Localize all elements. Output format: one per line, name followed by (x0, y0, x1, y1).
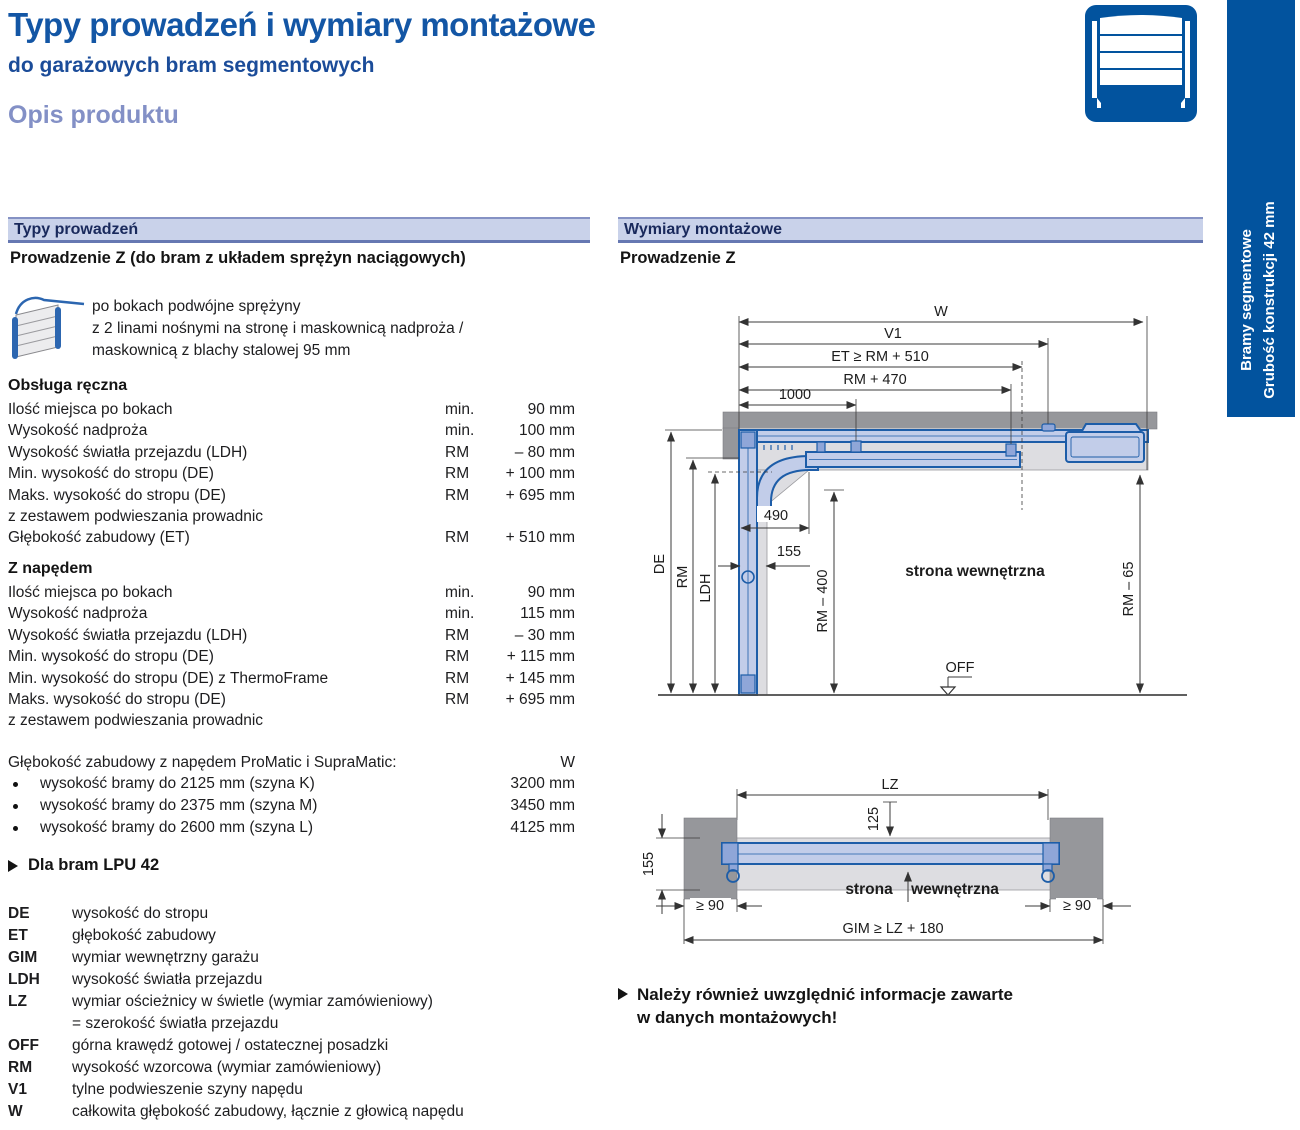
dim-ge90-left: ≥ 90 (695, 898, 725, 914)
track-right (1043, 843, 1059, 864)
legend-code (8, 1013, 72, 1035)
lpu-note (8, 856, 159, 875)
inner-label-a: strona (845, 881, 893, 898)
spec-ref: min. (445, 422, 475, 440)
legend-row (8, 1057, 464, 1079)
note-line1: Należy również uwzględnić informacje zawarte (637, 985, 1013, 1004)
list-item (8, 795, 575, 817)
dim-ldh: LDH (698, 573, 714, 603)
spec-ref: RM (445, 465, 470, 483)
spec-value: 90 mm (527, 584, 575, 601)
sectional-door-icon (1085, 5, 1197, 122)
spec-ref: RM (445, 648, 470, 666)
rail-hanger (817, 442, 825, 452)
left-section-header: Typy prowadzeń (8, 217, 590, 243)
triangle-bullet-icon (8, 860, 18, 872)
table-row (8, 603, 575, 624)
dim-rm470: RM + 470 (843, 372, 907, 388)
legend-row (8, 991, 464, 1013)
spec-ref: RM (445, 443, 470, 461)
dim-rm400: RM – 400 (815, 569, 831, 633)
legend-desc: górna krawędź gotowej / ostatecznej posadzki (72, 1037, 389, 1054)
spec-label: Maks. wysokość do stropu (DE) (8, 690, 226, 708)
boom-suspension (1042, 424, 1055, 431)
spec-value: – 80 mm (514, 443, 575, 461)
legend-code: OFF (8, 1037, 39, 1054)
powered-heading: Z napędem (8, 560, 93, 577)
side-tab-line2: Grubość konstrukcji 42 mm (1261, 201, 1278, 399)
side-view-drawing (645, 290, 1195, 705)
table-row (8, 710, 575, 731)
legend-code: LDH (8, 971, 40, 988)
legend-desc: całkowita głębokość zabudowy, łącznie z głowicą napędu (72, 1103, 464, 1120)
spring-assembly (741, 432, 755, 448)
dim-ge90-right: ≥ 90 (1062, 898, 1092, 914)
spec-label: Wysokość nadproża (8, 605, 148, 623)
legend-desc: tylne podwieszenie szyny napędu (72, 1081, 303, 1098)
spec-label: Wysokość światła przejazdu (LDH) (8, 443, 248, 461)
side-tab-line1: Bramy segmentowe (1238, 229, 1255, 371)
spec-ref: RM (445, 626, 470, 644)
spec-label: Wysokość nadproża (8, 422, 148, 440)
spec-value: 115 mm (520, 605, 575, 623)
right-section-header: Wymiary montażowe (618, 217, 1203, 243)
spec-ref: RM (445, 529, 470, 547)
legend-code: DE (8, 905, 30, 922)
spec-value: + 695 mm (505, 690, 575, 708)
table-row (8, 399, 575, 420)
depth-heading-row (8, 752, 575, 773)
manual-heading: Obsługa ręczna (8, 377, 128, 394)
page-subtitle: do garażowych bram segmentowych (8, 54, 375, 77)
table-row (8, 668, 575, 689)
spec-ref: RM (445, 690, 470, 708)
table-row (8, 420, 575, 441)
caption-line: maskownicą z blachy stalowej 95 mm (92, 342, 351, 359)
spec-value: 100 mm (519, 422, 575, 440)
legend-code: ET (8, 927, 28, 944)
bullet-icon (13, 782, 18, 787)
depth-value: 4125 mm (510, 819, 575, 837)
bottom-fitting (741, 675, 755, 693)
track-left (722, 843, 738, 864)
legend (8, 903, 464, 1123)
table-row (8, 463, 575, 484)
legend-code: LZ (8, 993, 27, 1010)
spec-label: Głębokość zabudowy (ET) (8, 529, 190, 547)
dim-rm65: RM – 65 (1121, 561, 1137, 617)
legend-row (8, 1101, 464, 1123)
table-row (8, 625, 575, 646)
dim-155-plan: 155 (641, 851, 657, 877)
list-item (8, 817, 575, 839)
depth-heading: Głębokość zabudowy z napędem ProMatic i SupraMatic: (8, 754, 397, 771)
spec-label: Wysokość światła przejazdu (LDH) (8, 626, 248, 644)
legend-code: V1 (8, 1081, 27, 1098)
dim-rm: RM (675, 565, 691, 589)
spec-label: Min. wysokość do stropu (DE) z ThermoFrame (8, 669, 329, 687)
spec-ref: min. (445, 605, 475, 623)
depth-label: wysokość bramy do 2375 mm (szyna M) (40, 797, 318, 815)
table-row (8, 527, 575, 548)
depth-label: wysokość bramy do 2125 mm (szyna K) (40, 775, 315, 793)
off-label: OFF (945, 660, 975, 676)
spec-label: z zestawem podwieszania prowadnic (8, 712, 264, 730)
table-row (8, 506, 575, 527)
legend-row (8, 1079, 464, 1101)
legend-desc: wysokość wzorcowa (wymiar zamówieniowy) (72, 1059, 382, 1076)
table-row (8, 689, 575, 710)
legend-desc: głębokość zabudowy (72, 927, 216, 944)
spec-value: 90 mm (527, 401, 575, 418)
inner-label-b: wewnętrzna (911, 881, 999, 898)
spec-label: Ilość miejsca po bokach (8, 401, 173, 418)
spec-ref (445, 710, 491, 731)
spec-ref: RM (445, 669, 470, 687)
legend-row (8, 1013, 464, 1035)
legend-desc: wysokość światła przejazdu (72, 971, 263, 988)
spec-value: + 115 mm (506, 648, 575, 666)
legend-code: RM (8, 1059, 33, 1076)
legend-desc: = szerokość światła przejazdu (72, 1015, 279, 1032)
legend-desc: wysokość do stropu (72, 905, 209, 922)
depth-value: 3200 mm (510, 775, 575, 793)
door-panel (722, 843, 1059, 864)
icon-caption (92, 296, 612, 362)
side-tab-text (1235, 185, 1287, 415)
depth-section (8, 752, 575, 839)
legend-desc: wymiar ościeżnicy w świetle (wymiar zamówieniowy) (72, 993, 433, 1010)
spec-ref (445, 506, 491, 527)
spec-label: z zestawem podwieszania prowadnic (8, 507, 264, 525)
legend-row (8, 947, 464, 969)
spec-value: + 695 mm (505, 486, 575, 504)
caption-line: z 2 linami nośnymi na stronę i maskownicą nadproża / (92, 320, 464, 337)
spring-door-icon (6, 291, 90, 363)
operator-head (1066, 432, 1144, 462)
legend-code: W (8, 1103, 23, 1120)
triangle-bullet-icon (618, 988, 628, 1000)
rail-hanger (1006, 444, 1016, 456)
spec-value (491, 506, 575, 527)
dim-155: 155 (776, 544, 802, 560)
dim-v1: V1 (884, 326, 902, 342)
legend-code: GIM (8, 949, 38, 966)
head-cap (1082, 424, 1141, 431)
dim-gim: GIM ≥ LZ + 180 (842, 921, 944, 937)
dim-w: W (934, 304, 948, 320)
section-label: Opis produktu (8, 101, 179, 129)
right-subheading: Prowadzenie Z (620, 249, 736, 267)
left-subheading: Prowadzenie Z (do bram z układem sprężyn naciągowych) (10, 249, 466, 267)
legend-row (8, 969, 464, 991)
spec-ref: RM (445, 486, 470, 504)
spec-value: – 30 mm (514, 626, 575, 644)
spec-ref: min. (445, 401, 475, 418)
table-row (8, 582, 575, 603)
dim-lz: LZ (881, 777, 899, 793)
lpu-note-text: Dla bram LPU 42 (28, 856, 160, 874)
dim-1000: 1000 (778, 387, 812, 403)
spec-value (491, 710, 575, 731)
manual-table (8, 377, 575, 549)
plan-view-drawing (640, 772, 1140, 952)
legend-row (8, 1035, 464, 1057)
spec-label: Maks. wysokość do stropu (DE) (8, 486, 226, 504)
note-line2: w danych montażowych! (637, 1008, 838, 1027)
table-row (8, 485, 575, 506)
list-item (8, 773, 575, 795)
spec-label: Min. wysokość do stropu (DE) (8, 465, 214, 483)
dim-125: 125 (866, 806, 882, 832)
legend-row (8, 925, 464, 947)
rail-hanger (851, 441, 861, 452)
powered-table (8, 560, 575, 732)
montage-note-text (637, 983, 1013, 1029)
bullet-icon (13, 826, 18, 831)
inner-side-label: strona wewnętrzna (905, 563, 1045, 580)
caption-line: po bokach podwójne sprężyny (92, 298, 301, 315)
depth-value: 3450 mm (510, 797, 575, 815)
spec-ref: min. (445, 584, 475, 601)
floor-level-icon (941, 687, 955, 695)
legend-row (8, 903, 464, 925)
lintel (723, 428, 739, 459)
spec-value: + 145 mm (505, 669, 575, 687)
bullet-icon (13, 804, 18, 809)
depth-heading-value: W (560, 754, 575, 771)
spec-label: Min. wysokość do stropu (DE) (8, 648, 214, 666)
side-tab (1227, 0, 1295, 417)
legend-desc: wymiar wewnętrzny garażu (72, 949, 259, 966)
spec-label: Ilość miejsca po bokach (8, 584, 173, 601)
page-title: Typy prowadzeń i wymiary montażowe (8, 6, 596, 43)
table-row (8, 646, 575, 667)
depth-label: wysokość bramy do 2600 mm (szyna L) (40, 819, 314, 837)
spec-value: + 510 mm (505, 529, 575, 547)
spec-value: + 100 mm (505, 465, 575, 483)
dim-de: DE (652, 553, 668, 575)
dim-490: 490 (763, 508, 789, 524)
dim-et: ET ≥ RM + 510 (831, 349, 929, 365)
montage-note (618, 983, 1013, 1029)
table-row (8, 442, 575, 463)
